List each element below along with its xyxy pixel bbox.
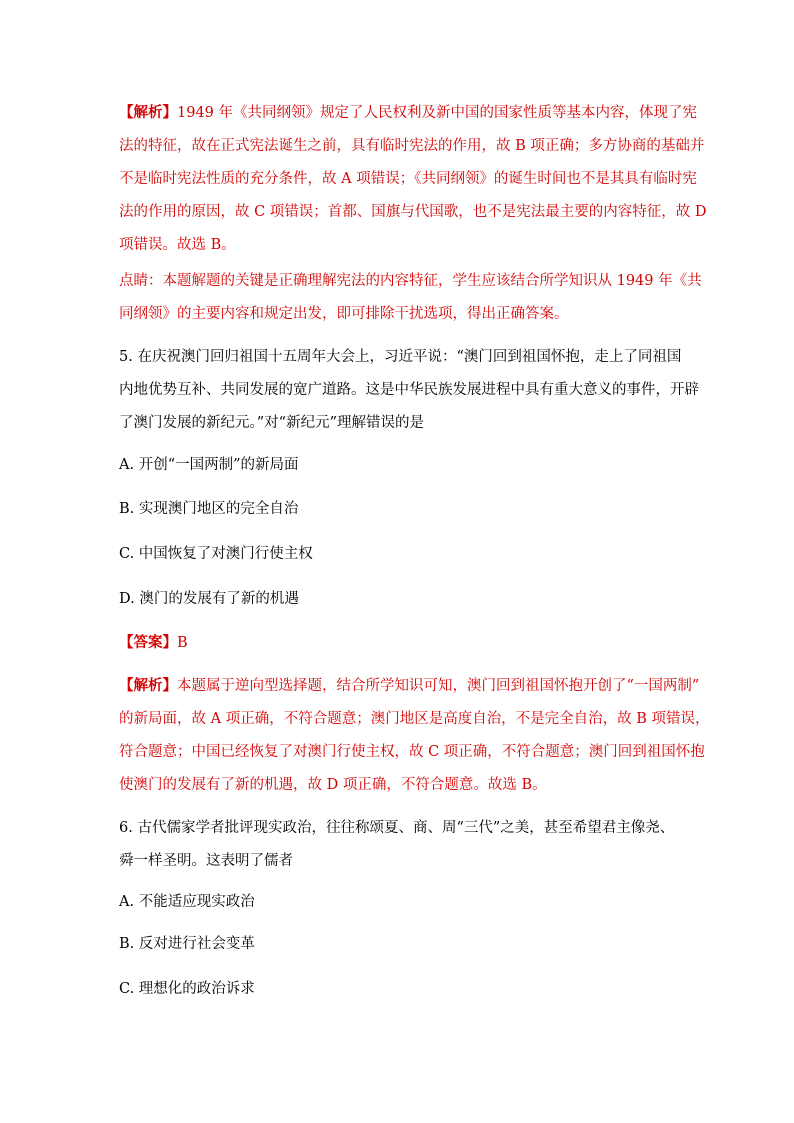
question-6-option-a: A. 不能适应现实政治 <box>119 894 255 910</box>
analysis-line: 【解析】本题属于逆向型选择题，结合所学知识可知，澳门回到祖国怀抱开创了“一国两制” <box>119 677 700 694</box>
question-5-option-c: C. 中国恢复了对澳门行使主权 <box>119 546 313 562</box>
question-line: 舜一样圣明。这表明了儒者 <box>119 853 293 869</box>
comment-line: 点睛：本题解题的关键是正确理解宪法的内容特征，学生应该结合所学知识从 1949 年《共 <box>119 273 702 289</box>
analysis-line: 【解析】1949 年《共同纲领》规定了人民权利及新中国的国家性质等基本内容，体现了宪 <box>119 104 698 121</box>
question-5-stem <box>119 341 699 440</box>
analysis-line: 法的特征，故在正式宪法诞生之前，具有临时宪法的作用，故 B 项正确；多方协商的基础并 <box>119 138 705 154</box>
question-6-stem <box>119 812 679 878</box>
question-line: 6. 古代儒家学者批评现实政治，往往称颂夏、商、周“三代”之美，甚至希望君主像尧、 <box>119 820 675 836</box>
analysis-line: 不是临时宪法性质的充分条件，故 A 项错误；《共同纲领》的诞生时间也不是其具有临时宪 <box>119 171 697 187</box>
question-6-option-b: B. 反对进行社会变革 <box>119 936 255 952</box>
analysis-line: 的新局面，故 A 项正确，不符合题意；澳门地区是高度自治，不是完全自治，故 B 项错误， <box>119 711 710 727</box>
question-line: 内地优势互补、共同发展的宽广道路。这是中华民族发展进程中具有重大意义的事件，开辟 <box>119 382 699 398</box>
analysis-line: 符合题意；中国已经恢复了对澳门行使主权，故 C 项正确，不符合题意；澳门回到祖国怀抱 <box>119 744 705 760</box>
comment-line: 同纲领》的主要内容和规定出发，即可排除干扰选项，得出正确答案。 <box>119 306 569 322</box>
analysis-line: 项错误。故选 B。 <box>119 237 236 253</box>
question-6-option-c: C. 理想化的政治诉求 <box>119 981 255 997</box>
question-5-answer <box>119 626 679 660</box>
question-line: 5. 在庆祝澳门回归祖国十五周年大会上，习近平说：“澳门回到祖国怀抱，走上了同祖国 <box>119 349 682 365</box>
analysis-tag: 【解析】 <box>119 677 177 694</box>
question-5-option-a: A. 开创“一国两制”的新局面 <box>119 457 299 473</box>
question-5-option-d: D. 澳门的发展有了新的机遇 <box>119 591 299 607</box>
comment-paragraph <box>119 265 702 331</box>
answer-tag: 【答案】 <box>119 634 177 651</box>
answer-value: B <box>177 635 188 651</box>
question-line: 了澳门发展的新纪元。”对“新纪元”理解错误的是 <box>119 415 424 431</box>
analysis-line: 法的作用的原因，故 C 项错误；首都、国旗与代国歌，也不是宪法最主要的内容特征，故 D <box>119 204 707 220</box>
question-5-option-b: B. 实现澳门地区的完全自治 <box>119 501 299 517</box>
analysis-line: 使澳门的发展有了新的机遇，故 D 项正确，不符合题意。故选 B。 <box>119 777 547 793</box>
analysis-tag: 【解析】 <box>119 104 177 121</box>
analysis-paragraph-5 <box>119 669 710 802</box>
analysis-paragraph-1 <box>119 96 707 262</box>
